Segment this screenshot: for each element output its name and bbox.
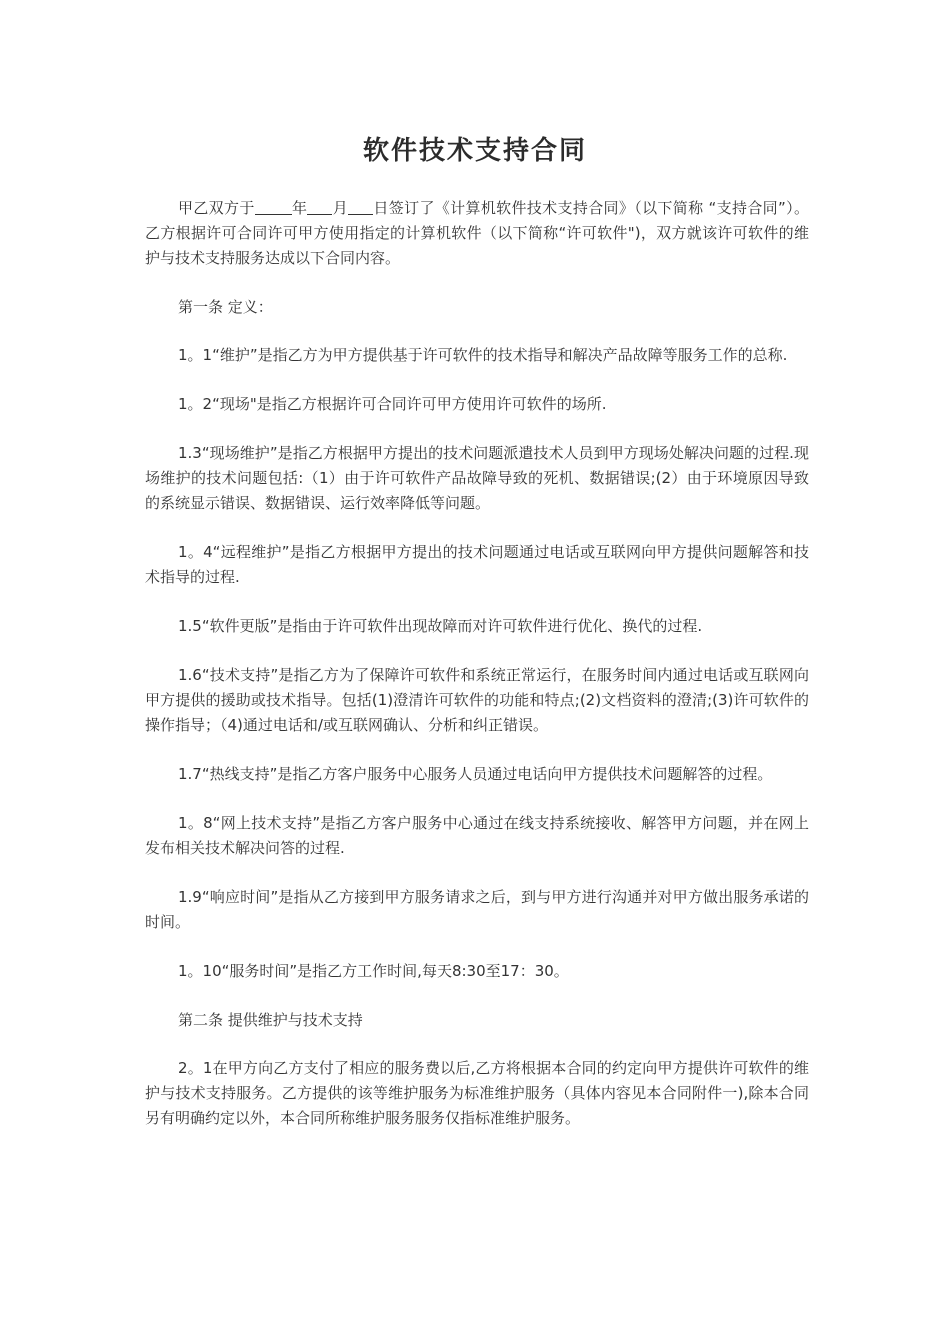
intro-paragraph <box>145 196 809 271</box>
intro-text-start: 甲乙双方于 <box>178 199 255 217</box>
article-heading: 第一条 定义： <box>178 298 273 316</box>
clause-paragraph: 1.9“响应时间”是指从乙方接到甲方服务请求之后，到与甲方进行沟通并对甲方做出服务承诺的时间。 <box>145 888 809 931</box>
clause-paragraph: 1.3“现场维护”是指乙方根据甲方提出的技术问题派遣技术人员到甲方现场处解决问题的过程.现场维护的技术问题包括:（1）由于许可软件产品故障导致的死机、数据错误;(2）由于环境原因导致的系统显示错误、数据错误、运行效率降低等问题。 <box>145 444 809 512</box>
clause-paragraph: 1.7“热线支持”是指乙方客户服务中心服务人员通过电话向甲方提供技术问题解答的过程。 <box>178 765 773 783</box>
intro-text-rest: 日签订了《计算机软件技术支持合同》（以下简称 “支持合同”）。乙方根据许可合同许可甲方使用指定的计算机软件（以下简称“许可软件")，双方就该许可软件的维护与技术支持服务达成以下合同内容。 <box>145 199 809 267</box>
month-blank <box>307 199 332 215</box>
intro-month-label: 月 <box>332 199 349 217</box>
clause-paragraph: 1。4“远程维护”是指乙方根据甲方提出的技术问题通过电话或互联网向甲方提供问题解答和技术指导的过程. <box>145 543 809 586</box>
clause-paragraph: 1.5“软件更版”是指由于许可软件出现故障而对许可软件进行优化、换代的过程. <box>178 617 703 635</box>
document-title: 软件技术支持合同 <box>362 136 587 166</box>
year-blank <box>255 199 292 215</box>
document-body <box>145 196 809 1155</box>
clause-paragraph: 1。2“现场"是指乙方根据许可合同许可甲方使用许可软件的场所. <box>178 395 607 413</box>
clause-paragraph: 1。1“维护”是指乙方为甲方提供基于许可软件的技术指导和解决产品故障等服务工作的总称. <box>178 346 788 364</box>
day-blank <box>348 199 373 215</box>
clause-paragraph: 2。1在甲方向乙方支付了相应的服务费以后,乙方将根据本合同的约定向甲方提供许可软件的维护与技术支持服务。乙方提供的该等维护服务为标准维护服务（具体内容见本合同附件一),除本合同另有明确约定以外，本合同所称维护服务服务仅指标准维护服务。 <box>145 1059 809 1127</box>
article-heading: 第二条 提供维护与技术支持 <box>178 1011 363 1029</box>
clause-paragraph: 1。10“服务时间”是指乙方工作时间,每天8:30至17：30。 <box>178 962 569 980</box>
clause-paragraph: 1.6“技术支持”是指乙方为了保障许可软件和系统正常运行，在服务时间内通过电话或互联网向甲方提供的援助或技术指导。包括(1)澄清许可软件的功能和特点;(2)文档资料的澄清;(3)许可软件的操作指导；（4)通过电话和/或互联网确认、分析和纠正错误。 <box>145 666 809 734</box>
intro-year-label: 年 <box>291 199 308 217</box>
clause-paragraph: 1。8“网上技术支持”是指乙方客户服务中心通过在线支持系统接收、解答甲方问题，并在网上发布相关技术解决问答的过程. <box>145 814 809 857</box>
